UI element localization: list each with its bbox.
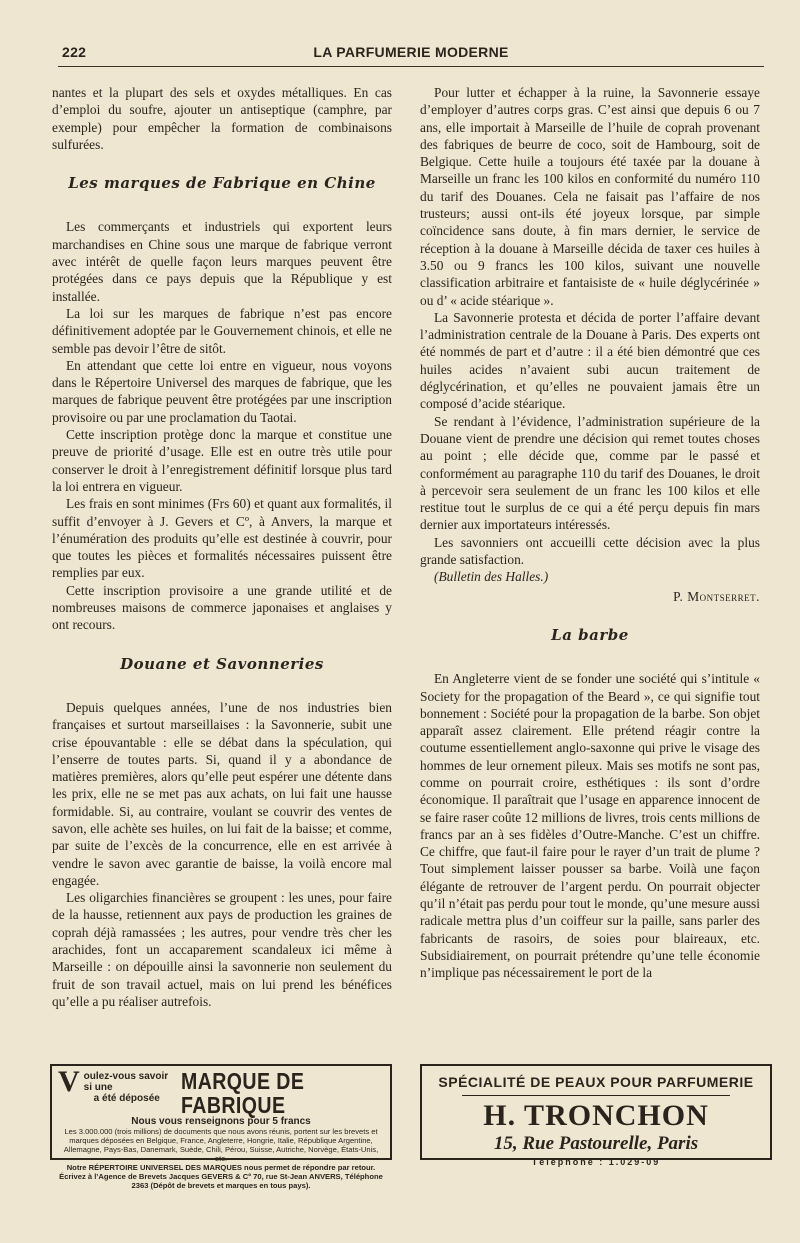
trademark-advertisement (50, 1064, 392, 1190)
ad-contact: Écrivez à l’Agence de Brevets Jacques GEVERS & Cº 70, rue St-Jean ANVERS, Téléphone 2363 (Dépôt de brevets et marques en tous pays). (59, 1172, 383, 1190)
paragraph: Pour lutter et échapper à la ruine, la Savonnerie essaye d’employer d’autres corps gras. C’est ainsi que depuis 6 ou 7 ans, elle importait à Marseille de l’huile de coprah provenant des fabriques de beurre de coco, soit de Hambourg, soit de Belgique. Cette huile a toujours été taxée par la douane à Marseille un franc les 100 kilos en conformité du numéro 110 du tarif des Douanes. Cela ne faisait pas l’affaire de nos trusteurs; aussi ont-ils été joyeux lorsque, par simple coïncidence sans doute, à fin mars dernier, le service de réception à la douane à Marseille décida de taxer ces huiles à 3.50 ou 9 francs les 100 kilos, suivant une nouvelle classification arbitraire et fantaisiste de « huile déglycérinée » ou d’ « acide stéarique ». (420, 85, 760, 308)
drop-cap: V (58, 1065, 80, 1098)
intro-paragraph: nantes et la plupart des sels et oxydes métalliques. En cas d’emploi du soufre, ajouter un antiseptique (camphre, par exemple) pour empêcher la formation de combinaisons sulfurées. (52, 85, 392, 152)
source-citation: (Bulletin des Halles.) (434, 569, 549, 585)
paragraph: Se rendant à l’évidence, l’administration supérieure de la Douane vient de prendre une décision qui remet toutes choses au point ; elle décide que, comme par le passé et conformément au paragraphe 110 du tarif des Douanes, le droit à percevoir sera seulement de un franc les 100 kilos et elle restitue tout le surplus de ce qui a été perçu depuis fin mars dernier aux importateurs intéressés. (420, 413, 760, 533)
paragraph: La loi sur les marques de fabrique n’est pas encore définitivement adoptée par le Gouvernement chinois, et elle ne semble pas devoir l’être de sitôt. (52, 305, 392, 356)
paragraph: Cette inscription protège donc la marque et constitue une preuve de priorité d’usage. Elle est en outre très utile pour conserver le droit à l’enregistrement définitif lorsque plus tard la loi entrera en vigueur. (52, 427, 392, 494)
paragraph: Les commerçants et industriels qui exportent leurs marchandises en Chine sous une marque de fabrique verront avec intérêt de quelle façon leurs marques peuvent être protégées dans ce pays depuis que la République y est installée. (52, 219, 392, 304)
divider (462, 1095, 730, 1096)
ad-notice: Notre RÉPERTOIRE UNIVERSEL DES MARQUES nous permet de répondre par retour. (66, 1163, 376, 1172)
tronchon-advertisement (420, 1064, 772, 1167)
paragraph: Cette inscription provisoire a une grande utilité et de nombreuses maisons de commerce japonaises et anglaises y ont recours. (52, 582, 392, 633)
ad-specialty: SPÉCIALITÉ DE PEAUX POUR PARFUMERIE (438, 1074, 754, 1090)
section-title-douane: Douane et Savonneries (120, 654, 324, 673)
right-column (420, 84, 760, 982)
journal-title: LA PARFUMERIE MODERNE (313, 44, 509, 60)
paragraph: Les savonniers ont accueilli cette décision avec la plus grande satisfaction. (420, 534, 760, 568)
ad-phone: Téléphone : 1.029-09 (531, 1157, 661, 1167)
section-title-barbe: La barbe (551, 625, 629, 644)
ad-company-name: H. TRONCHON (483, 1099, 709, 1132)
paragraph: Les oligarchies financières se groupent : les unes, pour faire de la hausse, retiennent aux pays de production les graines de coprah déjà ramassées ; les autres, pour vendre très cher les arachides, font un accaparement scandaleux ici même à Marseille : on dépouille ainsi la savonnerie non seulement du fruit de son travail actuel, mais on lui prend les bénéfices qu’elle a pu réaliser autrefois. (52, 890, 392, 1009)
paragraph: Les frais en sont minimes (Frs 60) et quant aux formalités, il suffit d’envoyer à J. Gevers et Cº, à Anvers, la marque et l’énumération des produits qu’elle est destinée à couvrir, pour que toutes les pièces et formalités nécessaires puissent être remplies par eux. (52, 496, 392, 581)
paragraph: En attendant que cette loi entre en vigueur, nous voyons dans le Répertoire Universel des marques de fabrique, que les marques de fabrique peuvent être protégées par une inscription provisoire ou par une proclamation du Taotai. (52, 357, 392, 425)
ad-lead-text-2: a été déposée (93, 1093, 160, 1104)
paragraph: La Savonnerie protesta et décida de porter l’affaire devant l’administration centrale de la Douane à Paris. Des experts ont été nommés de part et d’autre : il a été bien démontré que ces huiles acides n’avaient subi aucun traitement de déglycérination, et qu’elles ne pouvaient jamais être un composé d’acide stéarique. (420, 309, 760, 412)
left-column (52, 84, 392, 1010)
paragraph: En Angleterre vient de se fonder une société qui s’intitule « Society for the propagation of the Beard », ce qui signifie tout bonnement : Société pour la propagation de la barbe. Son objet apparaît assez clairement. Elle prétend réagir contre la coutume essentiellement anglo-saxonne qui prive le visage des hommes de leur ornement pileux. Mais ses motifs ne sont pas, comme on pourrait croire, esthétiques : ils sont d’ordre économique. Il paraîtrait que l’usage en apparence innocent de se faire raser coûte 12 millions de livres, trois cents millions de francs par an à ses fidèles d’Outre-Manche. C’est un chiffre. Ce chiffre, que faut-il faire pour le rayer d’un trait de plume ? Tout simplement laisser pousser sa barbe. Voilà une façon élégante de retrouver de l’argent perdu. On pourrait objecter qu’il n’était pas perdu pour tout le monde, qu’une mesure aussi radicale mettra plus d’un coiffeur sur la paille, sans parler des fabricants de rasoirs, de soies pour blaireaux, etc. Subsidiairement, on pourrait prétendre qu’une telle économie n’implique pas nécessairement le port de la (420, 671, 760, 981)
ad-body: Les 3.000.000 (trois millions) de documents que nous avons réunis, portent sur les brevets et marques déposées en Belgique, France, Angleterre, Hongrie, Italie, République Argentine, Allemagne, Pays-Bas, Danemark, Suède, Chili, Pérou, Suisse, Autriche, Norvège, États-Unis, etc. (63, 1127, 379, 1163)
page-header (58, 38, 764, 67)
author-signature: P. Montserret. (673, 588, 760, 604)
ad-headline: MARQUE DE FABRIQUE (181, 1068, 305, 1118)
ad-subhead: Nous vous renseignons pour 5 francs (131, 1116, 311, 1127)
paragraph: Depuis quelques années, l’une de nos industries bien françaises et surtout marseillaises : la Savonnerie, subit une crise épouvantable : elle se débat dans la spéculation, qui l’enserre de toutes parts. Si, quand il y a abondance de matières premières, alors qu’elle peut espérer une détente dans les prix, elle ne se met pas aux achats, on lui fait une hausse formidable. Si, au contraire, voulant se couvrir des ventes de savon, elle achète ses huiles, on lui fait de la baisse; et comme, par suite de l’excès de la concurrence, elle en est arrivée à vendre le savon avec garantie de baisse, la voilà encore mal engagée. (52, 699, 392, 888)
ad-lead-text: oulez-vous savoir si une (83, 1071, 169, 1093)
section-title-marques: Les marques de Fabrique en Chine (68, 174, 376, 193)
ad-address: 15, Rue Pastourelle, Paris (493, 1133, 699, 1154)
page-number: 222 (62, 44, 87, 60)
